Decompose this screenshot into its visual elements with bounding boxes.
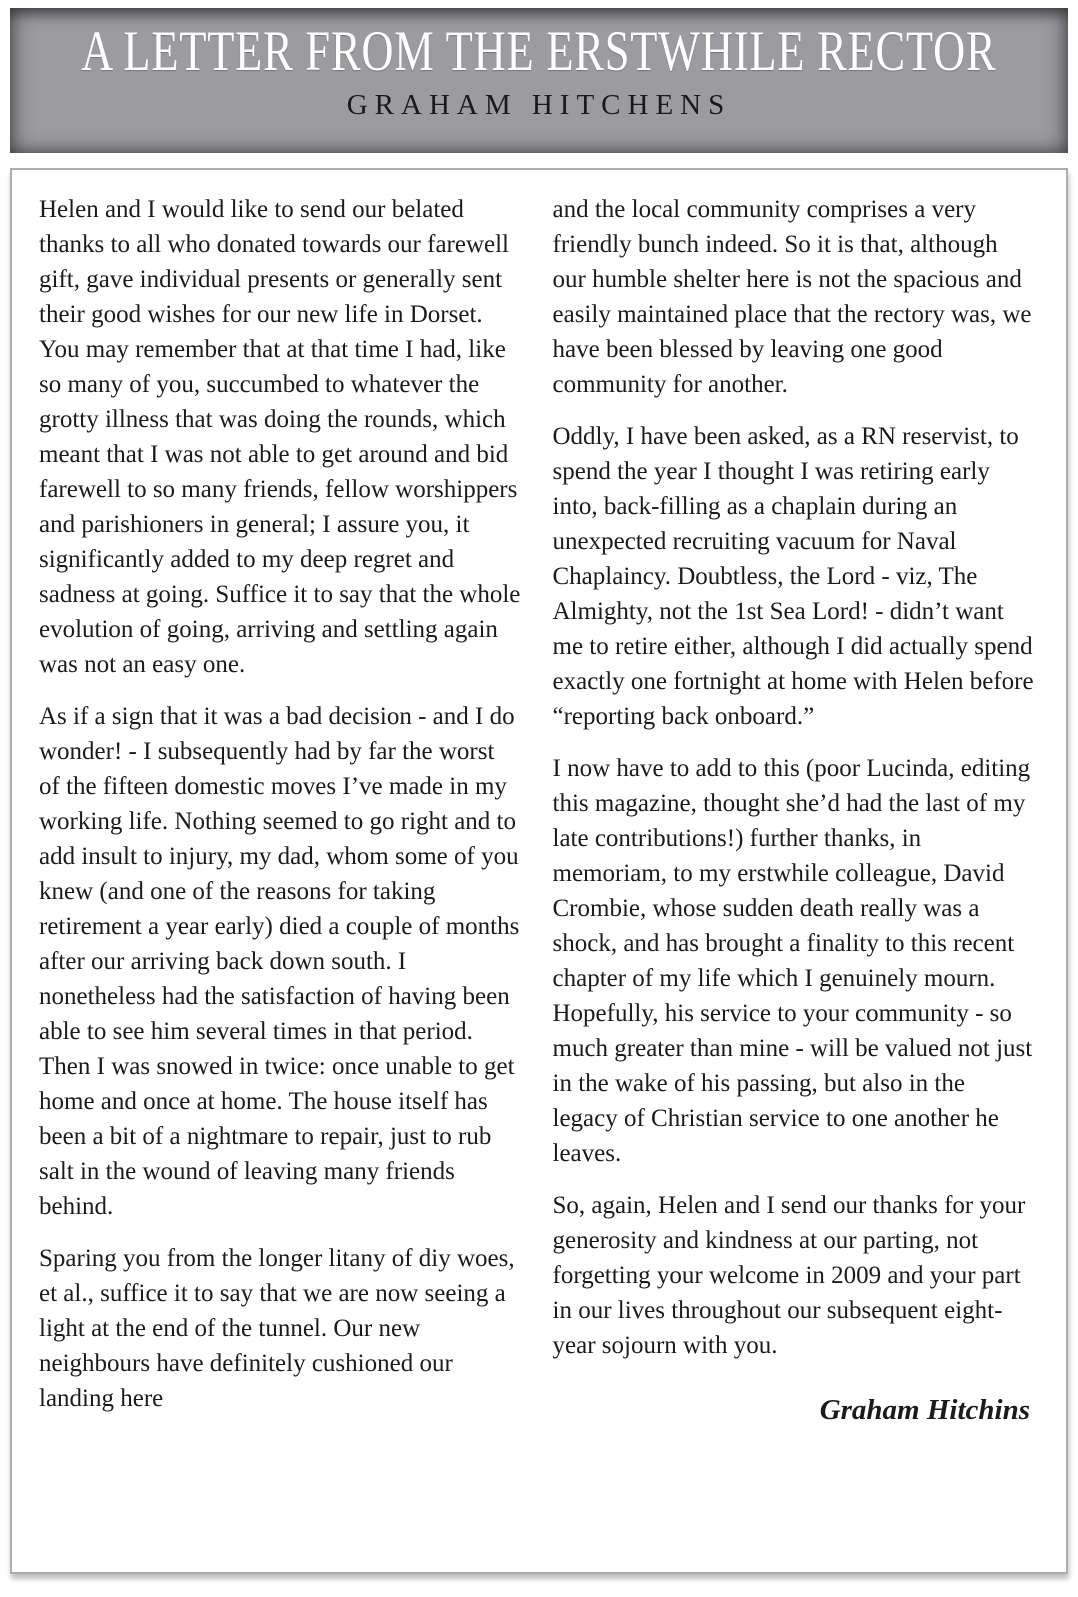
paragraph: Helen and I would like to send our belated thanks to all who donated towards our farewell gift, gave individual presents or generally sent their good wishes for our new life in Dorset. You may remember that at that time I had, like so many of you, succumbed to whatever the grotty illness that was doing the rounds, which meant that I was not able to get around and bid farewell to so many friends, fellow worshippers and parishioners in general; I assure you, it significantly added to my deep regret and sadness at going. Suffice it to say that the whole evolution of going, arriving and settling again was not an easy one. xyxy=(39,196,521,678)
paragraph: Sparing you from the longer litany of diy woes, et al., suffice it to say that we are now seeing a light at the end of the tunnel. Our new neighbours have definitely cushioned our landing here xyxy=(39,1245,515,1412)
paragraph: Oddly, I have been asked, as a RN reservist, to spend the year I thought I was retiring early into, back-filling as a chaplain during an unexpected recruiting vacuum for Naval Chaplaincy. Doubtless, the Lord - viz, The Almighty, not the 1st Sea Lord! - didn’t want me to retire either, although I did actually spend exactly one fortnight at home with Helen before “reporting back onboard.” xyxy=(552,423,1034,730)
header-banner xyxy=(10,8,1068,153)
paragraph: and the local community comprises a very friendly bunch indeed. So it is that, although our humble shelter here is not the spacious and easily maintained place that the rectory was, we have been blessed by leaving one good community for another. xyxy=(552,196,1032,398)
header-author: GRAHAM HITCHENS xyxy=(346,88,732,121)
column-right xyxy=(553,192,1035,1572)
letter-body-frame xyxy=(10,168,1068,1574)
paragraph: So, again, Helen and I send our thanks for your generosity and kindness at our parting, not forgetting your welcome in 2009 and your part in our lives throughout our subsequent eight-year sojourn with you. xyxy=(552,1192,1026,1359)
paragraph: I now have to add to this (poor Lucinda, editing this magazine, thought she’d had the last of my late contributions!) further thanks, in memoriam, to my erstwhile colleague, David Crombie, whose sudden death really was a shock, and has brought a finality to this recent chapter of my life which I genuinely mourn. Hopefully, his service to your community - so much greater than mine - will be valued not just in the wake of his passing, but also in the legacy of Christian service to one another he leaves. xyxy=(552,755,1033,1167)
paragraph: As if a sign that it was a bad decision - and I do wonder! - I subsequently had by far the worst of the fifteen domestic moves I’ve made in my working life. Nothing seemed to go right and to add insult to injury, my dad, whom some of you knew (and one of the reasons for taking retirement a year early) died a couple of months after our arriving back down south. I nonetheless had the satisfaction of having been able to see him several times in that period. Then I was snowed in twice: once unable to get home and once at home. The house itself has been a bit of a nightmare to repair, just to rub salt in the wound of leaving many friends behind. xyxy=(39,703,520,1220)
column-left xyxy=(39,192,521,1572)
page-title: A LETTER FROM THE ERSTWHILE RECTOR xyxy=(81,20,997,83)
signature: Graham Hitchins xyxy=(819,1394,1030,1426)
